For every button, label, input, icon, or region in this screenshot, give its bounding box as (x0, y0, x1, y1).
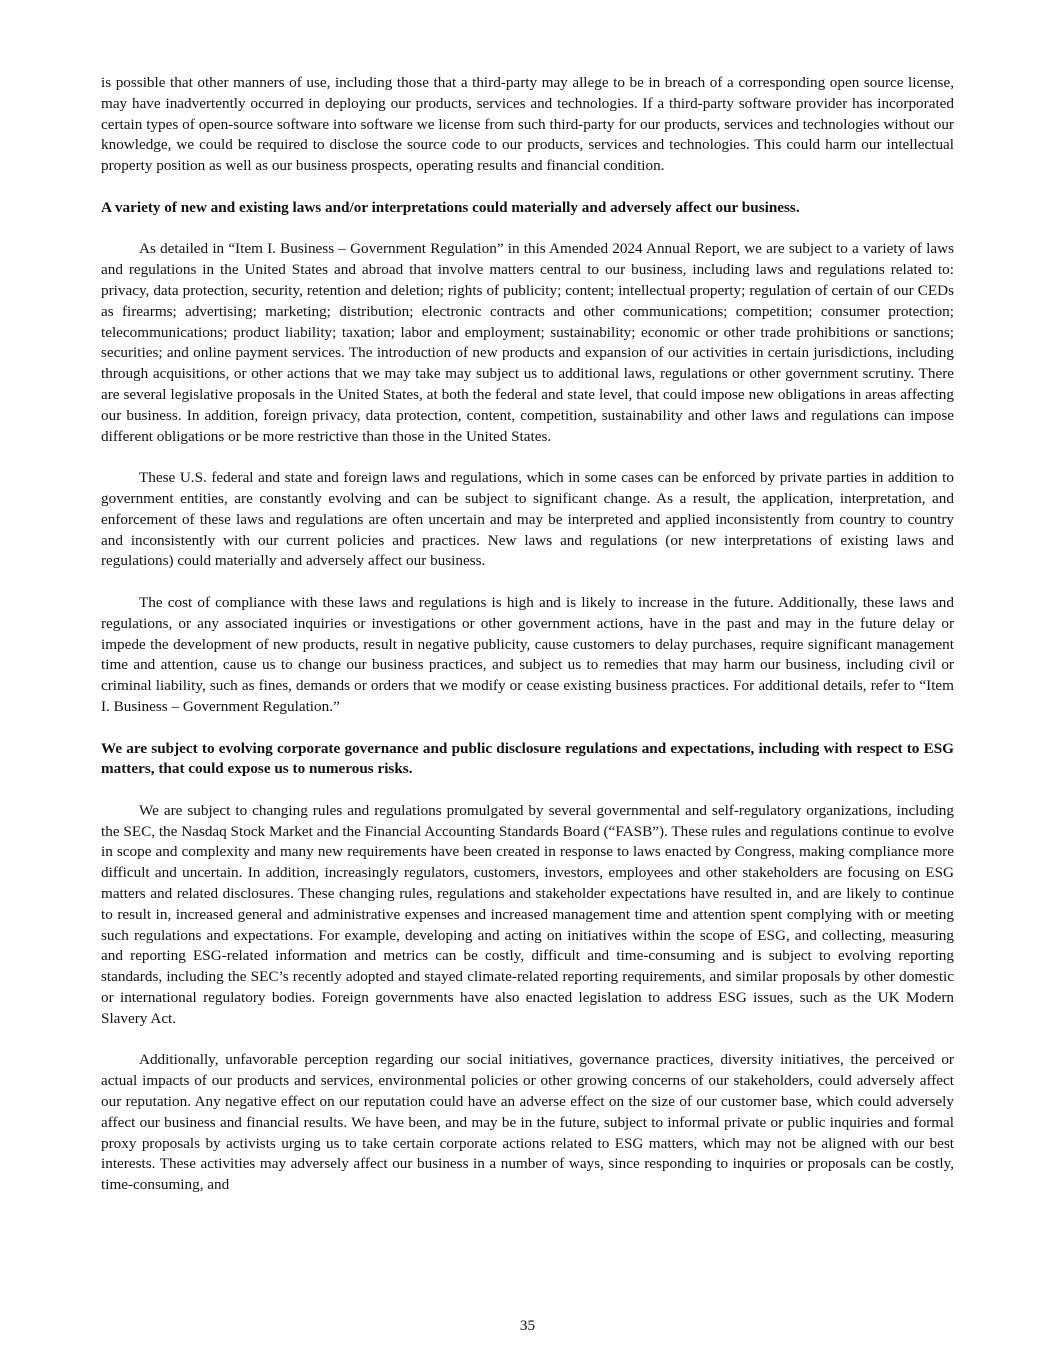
heading-corporate-governance-esg: We are subject to evolving corporate governance and public disclosure regulations and expectations, including with respect to ESG matters, that could expose us to numerous risks. (101, 739, 954, 778)
paragraph-laws-regulations: As detailed in “Item I. Business – Government Regulation” in this Amended 2024 Annual Report, we are subject to a variety of laws and regulations in the United States and abroad that involve matters central to our business, including laws and regulations related to: privacy, data protection, security, retention and deletion; rights of publicity; content; intellectual property; regulation of certain of our CEDs as firearms; advertising; marketing; distribution; electronic contracts and other communications; competition; consumer protection; telecommunications; product liability; taxation; labor and employment; sustainability; economic or other trade prohibitions or sanctions; securities; and online payment services. The introduction of new products and expansion of our activities in certain jurisdictions, including through acquisitions, or other actions that we may take may subject us to additional laws, regulations or other government scrutiny. There are several legislative proposals in the United States, at both the federal and state level, that could impose new obligations in areas affecting our business. In addition, foreign privacy, data protection, content, competition, sustainability and other laws and regulations can impose different obligations or be more restrictive than those in the United States. (101, 240, 954, 445)
paragraph-changing-rules: We are subject to changing rules and regulations promulgated by several governmental and self-regulatory organizations, including the SEC, the Nasdaq Stock Market and the Financial Accounting Standards Board (“FASB”). These rules and regulations continue to evolve in scope and complexity and many new requirements have been created in response to laws enacted by Congress, making compliance more difficult and uncertain. In addition, increasingly regulators, customers, investors, employees and other stakeholders are focusing on ESG matters and related disclosures. These changing rules, regulations and stakeholder expectations have resulted in, and are likely to continue to result in, increased general and administrative expenses and increased management time and attention spent complying with or meeting such regulations and expectations. For example, developing and acting on initiatives within the scope of ESG, and collecting, measuring and reporting ESG-related information and metrics can be costly, difficult and time-consuming and is subject to evolving reporting standards, including the SEC’s recently adopted and stayed climate-related reporting requirements, and similar proposals by other domestic or international regulatory bodies. Foreign governments have also enacted legislation to address ESG issues, such as the UK Modern Slavery Act. (101, 801, 954, 1027)
paragraph-laws-evolving: These U.S. federal and state and foreign laws and regulations, which in some cases can be enforced by private parties in addition to government entities, are constantly evolving and can be subject to significant change. As a result, the application, interpretation, and enforcement of these laws and regulations are often uncertain and may be interpreted and applied inconsistently from country to country and inconsistently with our current policies and practices. New laws and regulations (or new interpretations of existing laws and regulations) could materially and adversely affect our business. (101, 469, 954, 570)
page-number: 35 (519, 1317, 536, 1334)
heading-laws-interpretations: A variety of new and existing laws and/or interpretations could materially and adversely affect our business. (101, 198, 800, 216)
document-body (101, 73, 954, 1196)
paragraph-unfavorable-perception: Additionally, unfavorable perception regarding our social initiatives, governance practices, diversity initiatives, the perceived or actual impacts of our products and services, environmental policies or other growing concerns of our stakeholders, could adversely affect our reputation. Any negative effect on our reputation could have an adverse effect on the size of our customer base, which could adversely affect our business and financial results. We have been, and may be in the future, subject to informal private or public inquiries and formal proxy proposals by activists urging us to take certain corporate actions related to ESG matters, which may not be aligned with our best interests. These activities may adversely affect our business in a number of ways, since responding to inquiries or proposals can be costly, time-consuming, and (101, 1051, 954, 1194)
paragraph-compliance-cost: The cost of compliance with these laws and regulations is high and is likely to increase in the future. Additionally, these laws and regulations, or any associated inquiries or investigations or other government actions, have in the past and may in the future delay or impede the development of new products, result in negative publicity, cause customers to delay purchases, require significant management time and attention, cause us to change our business practices, and subject us to remedies that may harm our business, including civil or criminal liability, such as fines, demands or orders that we modify or cease existing business practices. For additional details, refer to “Item I. Business – Government Regulation.” (101, 593, 954, 715)
paragraph-open-source-continued: is possible that other manners of use, including those that a third-party may allege to be in breach of a corresponding open source license, may have inadvertently occurred in deploying our products, services and technologies. If a third-party software provider has incorporated certain types of open-source software into software we license from such third-party for our products, services and technologies without our knowledge, we could be required to disclose the source code to our products, services and technologies. This could harm our intellectual property position as well as our business prospects, operating results and financial condition. (101, 74, 954, 175)
